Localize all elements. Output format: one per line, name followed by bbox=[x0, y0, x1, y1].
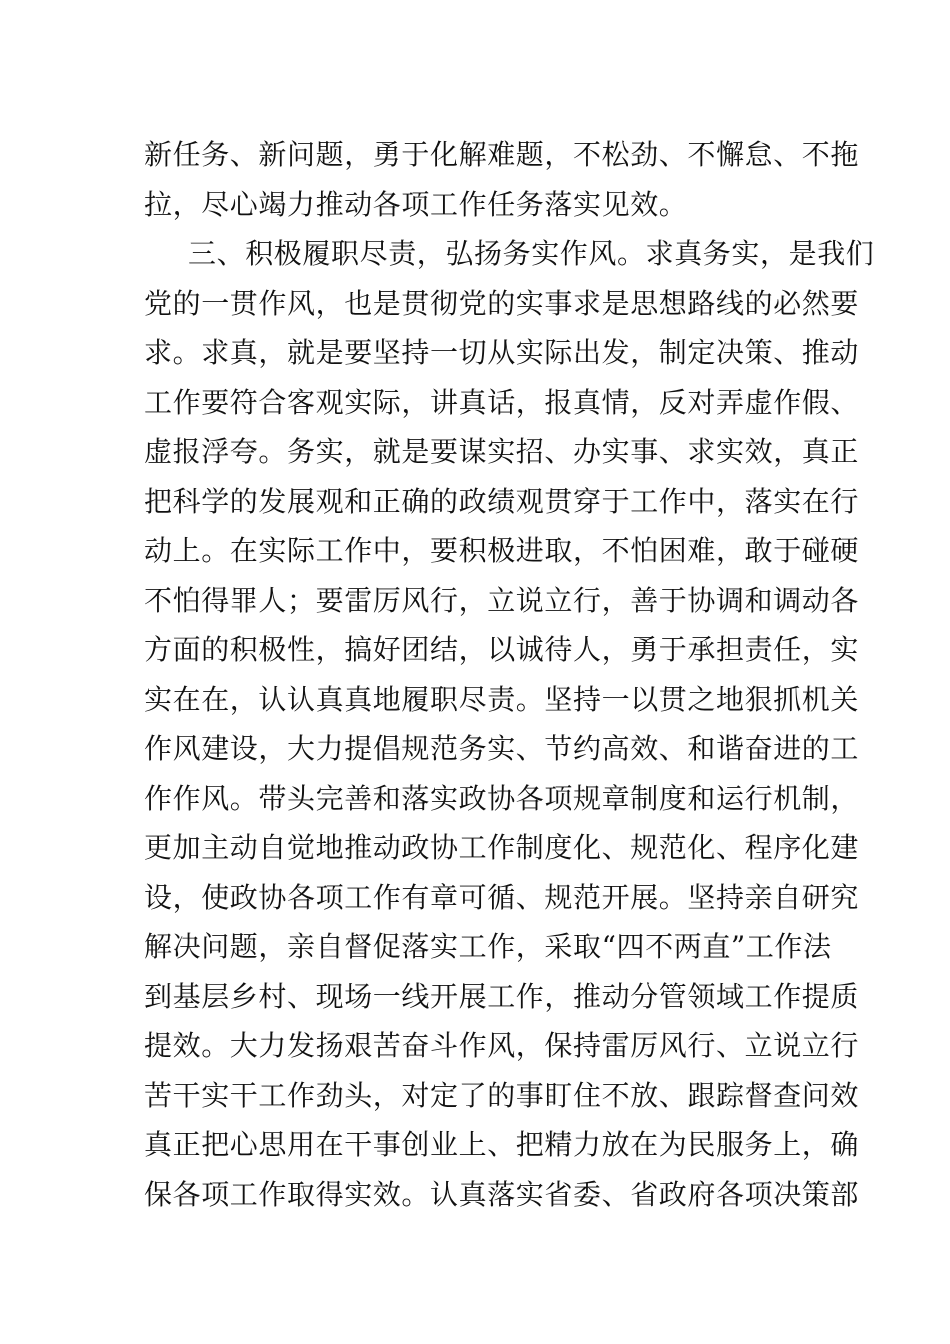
text-line: 实在在，认认真真地履职尽责。坚持一以贯之地狠抓机关 bbox=[144, 682, 860, 716]
text-line: 到基层乡村、现场一线开展工作，推动分管领域工作提质 bbox=[144, 979, 860, 1013]
text-line: 虚报浮夸。务实，就是要谋实招、办实事、求实效，真正 bbox=[144, 435, 860, 468]
text-line: 保各项工作取得实效。认真落实省委、省政府各项决策部 bbox=[144, 1177, 860, 1211]
body-text bbox=[144, 130, 875, 1219]
text-line: 解决问题，亲自督促落实工作，采取“四不两直”工作法 bbox=[144, 930, 832, 963]
text-line: 党的一贯作风，也是贯彻党的实事求是思想路线的必然要 bbox=[144, 286, 860, 320]
text-line: 不怕得罪人；要雷厉风行，立说立行，善于协调和调动各 bbox=[144, 583, 860, 617]
text-line: 方面的积极性，搞好团结，以诚待人，勇于承担责任，实 bbox=[144, 633, 860, 666]
text-line: 新任务、新问题，勇于化解难题，不松劲、不懈怠、不拖 bbox=[144, 138, 860, 171]
text-line: 把科学的发展观和正确的政绩观贯穿于工作中，落实在行 bbox=[144, 484, 860, 518]
text-line: 作风建设，大力提倡规范务实、节约高效、和谐奋进的工 bbox=[144, 732, 860, 765]
text-line: 提效。大力发扬艰苦奋斗作风，保持雷厉风行、立说立行 bbox=[144, 1029, 860, 1062]
text-line: 真正把心思用在干事创业上、把精力放在为民服务上，确 bbox=[144, 1128, 860, 1161]
text-line: 苦干实干工作劲头，对定了的事盯住不放、跟踪督查问效 bbox=[144, 1078, 860, 1112]
text-line: 拉，尽心竭力推动各项工作任务落实见效。 bbox=[144, 187, 688, 221]
paragraph-start-line: 三、积极履职尽责，弘扬务实作风。求真务实，是我们 bbox=[188, 237, 875, 270]
text-line: 作作风。带头完善和落实政协各项规章制度和运行机制， bbox=[144, 781, 860, 815]
text-line: 求。求真，就是要坚持一切从实际出发，制定决策、推动 bbox=[144, 336, 860, 369]
text-line: 工作要符合客观实际，讲真话，报真情，反对弄虚作假、 bbox=[144, 385, 860, 419]
text-line: 动上。在实际工作中，要积极进取，不怕困难，敢于碰硬 bbox=[144, 534, 860, 567]
text-line: 更加主动自觉地推动政协工作制度化、规范化、程序化建 bbox=[144, 831, 860, 864]
text-line: 设，使政协各项工作有章可循、规范开展。坚持亲自研究 bbox=[144, 880, 860, 914]
